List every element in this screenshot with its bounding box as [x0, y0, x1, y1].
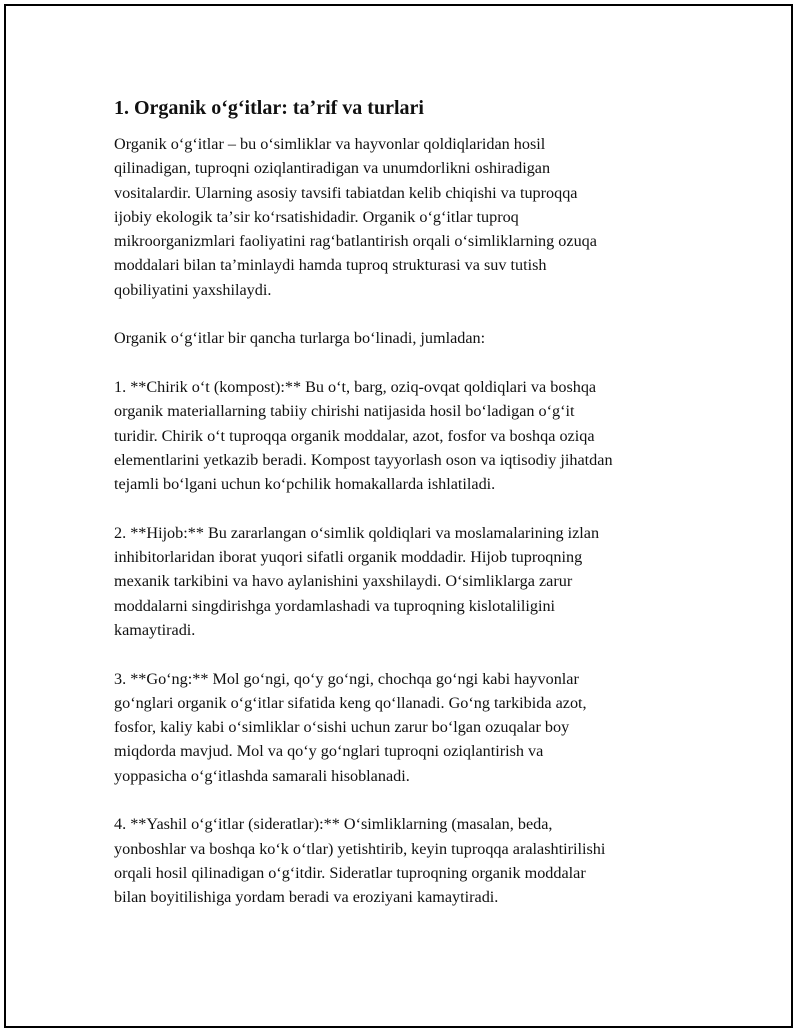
- paragraph-definition: [114, 132, 704, 302]
- text-line: Organik oʻgʻitlar – bu oʻsimliklar va hayvonlar qoldiqlaridan hosil: [114, 135, 546, 153]
- paragraph-item-3: [114, 667, 704, 788]
- text-line: 2. **Hijob:** Bu zararlangan oʻsimlik qoldiqlari va moslamalarining izlan: [114, 523, 600, 542]
- paragraph-item-4: [114, 812, 704, 909]
- text-line: vositalardir. Ularning asosiy tavsifi tabiatdan kelib chiqishi va tuproqqa: [114, 183, 578, 202]
- document-body: [114, 96, 704, 934]
- text-line: orqali hosil qilinadigan oʻgʻitdir. Sideratlar tuproqning organik moddalar: [114, 863, 586, 882]
- text-line: goʻnglari organik oʻgʻitlar sifatida keng qoʻllanadi. Goʻng tarkibida azot,: [114, 693, 587, 712]
- page-title: 1. Organik oʻgʻitlar: taʼrif va turlari: [114, 97, 424, 119]
- text-line: yoppasicha oʻgʻitlashda samarali hisoblanadi.: [114, 766, 410, 785]
- text-line: 1. **Chirik oʻt (kompost):** Bu oʻt, barg, oziq-ovqat qoldiqlari va boshqa: [114, 377, 597, 396]
- text-line: ijobiy ekologik taʼsir koʻrsatishidadir. Organik oʻgʻitlar tuproq: [114, 207, 519, 226]
- paragraph-intro: [114, 326, 704, 350]
- text-line: qobiliyatini yaxshilaydi.: [114, 280, 272, 299]
- text-line: bilan boyitilishiga yordam beradi va eroziyani kamaytiradi.: [114, 888, 499, 907]
- text-line: turidir. Chirik oʻt tuproqqa organik moddalar, azot, fosfor va boshqa oziqa: [114, 426, 595, 445]
- text-line: elementlarini yetkazib beradi. Kompost tayyorlash oson va iqtisodiy jihatdan: [114, 450, 613, 469]
- text-line: miqdorda mavjud. Mol va qoʻy goʻnglari tuproqni oziqlantirish va: [114, 742, 544, 761]
- text-line: tejamli boʻlgani uchun koʻpchilik homakallarda ishlatiladi.: [114, 475, 496, 494]
- text-line: yonboshlar va boshqa koʻk oʻtlar) yetishtirib, keyin tuproqqa aralashtirilishi: [114, 839, 606, 858]
- text-line: qilinadigan, tuproqni oziqlantiradigan va unumdorlikni oshiradigan: [114, 159, 551, 178]
- text-line: fosfor, kaliy kabi oʻsimliklar oʻsishi uchun zarur boʻlgan ozuqalar boy: [114, 718, 570, 737]
- text-line: mikroorganizmlari faoliyatini ragʻbatlantirish orqali oʻsimliklarning ozuqa: [114, 232, 597, 251]
- text-line: 3. **Goʻng:** Mol goʻngi, qoʻy goʻngi, chochqa goʻngi kabi hayvonlar: [114, 669, 579, 688]
- text-line: organik materiallarning tabiiy chirishi natijasida hosil boʻladigan oʻgʻit: [114, 402, 575, 421]
- text-line: mexanik tarkibini va havo aylanishini yaxshilaydi. Oʻsimliklarga zarur: [114, 572, 573, 591]
- paragraph-item-2: [114, 521, 704, 642]
- text-line: Organik oʻgʻitlar bir qancha turlarga boʻlinadi, jumladan:: [114, 329, 486, 348]
- text-line: inhibitorlaridan iborat yuqori sifatli organik moddadir. Hijob tuproqning: [114, 548, 583, 567]
- text-line: kamaytiradi.: [114, 620, 196, 639]
- text-line: 4. **Yashil oʻgʻitlar (sideratlar):** Oʻsimliklarning (masalan, beda,: [114, 815, 553, 834]
- text-line: moddalari bilan taʼminlaydi hamda tuproq strukturasi va suv tutish: [114, 256, 547, 275]
- text-line: moddalarni singdirishga yordamlashadi va tuproqning kislotaliligini: [114, 596, 556, 615]
- paragraph-item-1: [114, 375, 704, 496]
